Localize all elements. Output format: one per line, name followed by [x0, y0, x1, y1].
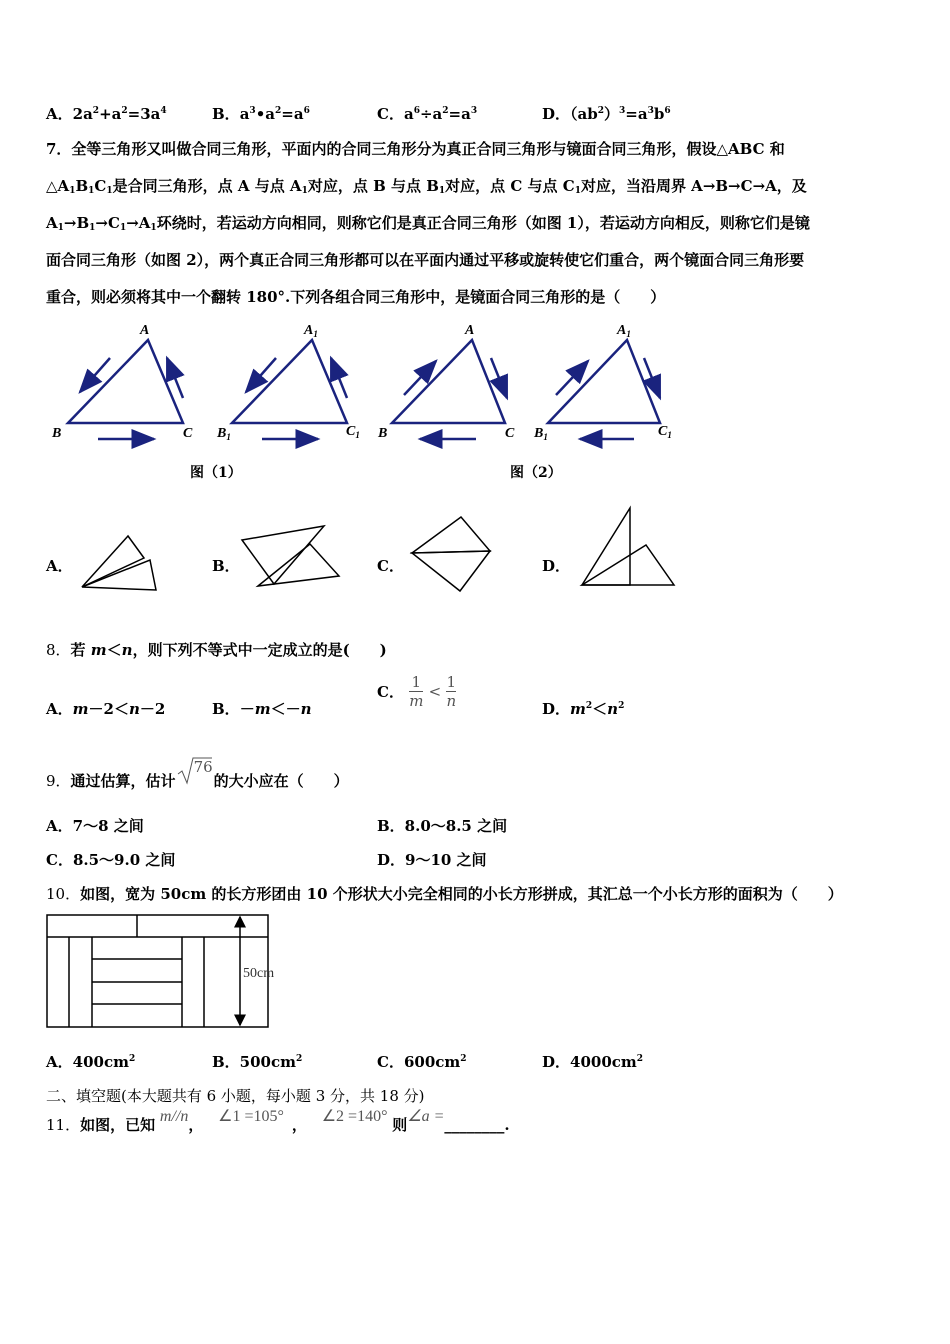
- q8-option-c: C． $\frac{1}{m}$ < $\frac{1}{n}$: [377, 673, 457, 710]
- q10-option-d: D．$4000cm^2$: [542, 1053, 644, 1071]
- arrow-4-ba: [556, 361, 588, 395]
- dimension-label: 50cm: [243, 966, 275, 981]
- q7-option-a-label: A．: [46, 557, 73, 575]
- arrow-3-ba: [404, 361, 436, 395]
- triangle-1: [51, 323, 193, 441]
- triangle-4-shape: [548, 340, 660, 423]
- q7-line-2: $\triangle A_1B_1C_1$是合同三角形，点 A 与点 $A_1$对应，点 B 与点 $B_1$对应，点 C 与点 $C_1$对应，当沿周界 A→B→C→A，及: [46, 177, 807, 196]
- q9-stem: 9．通过估算，估计 76 的大小应在（ ）: [46, 758, 349, 790]
- triangle-2-shape: [232, 340, 347, 423]
- figure-1-caption: 图（1）: [190, 465, 242, 481]
- option-c-triangle-1: [412, 517, 490, 553]
- q7-option-d-label: D．: [542, 557, 571, 575]
- q8-option-d: D．$m^2<n^2$: [542, 700, 625, 718]
- label-1-a: A: [140, 323, 150, 338]
- label-2-c: $C_1$: [346, 424, 360, 440]
- q7-line-4: 面合同三角形（如图 2），两个真正合同三角形都可以在平面内通过平移或旋转使它们重合，两个镜面合同三角形要: [46, 251, 805, 269]
- q8-option-a: A．m－2＜n－2: [46, 700, 166, 718]
- q9-option-c: C．8.5～9.0 之间: [46, 851, 176, 869]
- triangle-3-shape: [392, 340, 505, 423]
- arrow-1-ab: [80, 358, 110, 392]
- fraction-1-over-m: $\frac{1}{m}$: [409, 673, 424, 710]
- label-1-b: B: [52, 426, 62, 441]
- q9-option-a: A．7～8 之间: [46, 817, 144, 835]
- q7-option-b-figure: [238, 520, 342, 592]
- q7-congruence-figure: [40, 320, 690, 450]
- q9-option-d: D．9～10 之间: [377, 851, 487, 869]
- label-2-a: $A_1$: [304, 323, 318, 339]
- q10-option-b: B．$500cm^2$: [212, 1053, 303, 1071]
- triangle-4: [533, 323, 672, 442]
- q7-line-5: 重合，则必须将其中一个翻转 180°.下列各组合同三角形中，是镜面合同三角形的是（ ）: [46, 288, 666, 306]
- label-4-b: $B_1$: [534, 426, 548, 442]
- triangle-1-shape: [68, 340, 183, 423]
- q9-option-b: B．8.0～8.5 之间: [377, 817, 508, 835]
- label-3-b: B: [378, 426, 388, 441]
- q7-option-d-figure: [578, 505, 678, 591]
- option-b-triangle-1: [242, 526, 324, 584]
- q8-option-b: B．－m＜－n: [212, 700, 312, 718]
- q10-option-a: A．$400cm^2$: [46, 1053, 136, 1071]
- q7-option-c-label: C．: [377, 557, 404, 575]
- q6-option-c: C．$a^6\div a^2=a^3$: [377, 105, 478, 123]
- label-3-a: A: [465, 323, 475, 338]
- outer-rectangle: [47, 915, 268, 1027]
- q10-rectangle-figure: [40, 910, 310, 1034]
- option-a-triangle-1: [82, 536, 144, 587]
- q6-option-d: D．$(ab^2)^3=a^3b^6$: [542, 105, 671, 123]
- q7-option-c-figure: [407, 513, 495, 595]
- q7-line-3: $A_1\to B_1\to C_1\to A_1$环绕时，若运动方向相同，则称它们是真正合同三角形（如图 1），若运动方向相反，则称它们是镜: [46, 214, 810, 233]
- section-2-heading: 二、填空题(本大题共有 6 小题，每小题 3 分，共 18 分): [46, 1087, 425, 1105]
- q7-line-1: 7．全等三角形又叫做合同三角形，平面内的合同三角形分为真正合同三角形与镜面合同三角形，假设△ABC 和: [46, 140, 785, 158]
- q11-stem: 11．如图，已知 m//n， ∠1 =105° ， ∠2 =140° 则∠a =________.: [46, 1108, 510, 1134]
- q6-option-b: B．$a^3•a^2=a^6$: [212, 105, 310, 123]
- option-d-triangle-1: [582, 508, 630, 585]
- fraction-1-over-n: $\frac{1}{n}$: [446, 673, 457, 710]
- option-c-triangle-2: [412, 551, 490, 591]
- label-4-a: $A_1$: [617, 323, 631, 339]
- tiling: [47, 915, 268, 1027]
- q10-option-c: C．$600cm^2$: [377, 1053, 467, 1071]
- label-2-b: $B_1$: [217, 426, 231, 442]
- q8-stem: 8．若 m＜n，则下列不等式中一定成立的是( ): [46, 641, 387, 659]
- figure-2-caption: 图（2）: [510, 465, 562, 481]
- q6-option-a: A．$2a^2+a^2=3a^4$: [46, 105, 167, 123]
- label-3-c: C: [505, 426, 515, 441]
- label-4-c: $C_1$: [658, 424, 672, 440]
- arrow-2-ab: [246, 358, 276, 392]
- triangle-2: [216, 323, 360, 442]
- sqrt-76: 76: [176, 768, 214, 788]
- option-d-triangle-2: [582, 545, 674, 585]
- q7-option-b-label: B．: [212, 557, 240, 575]
- q7-option-a-figure: [78, 530, 160, 594]
- q10-stem: 10．如图，宽为 50cm 的长方形团由 10 个形状大小完全相同的小长方形拼成，其汇总一个小长方形的面积为（ ）: [46, 885, 843, 903]
- label-1-c: C: [183, 426, 193, 441]
- triangle-3: [377, 323, 515, 441]
